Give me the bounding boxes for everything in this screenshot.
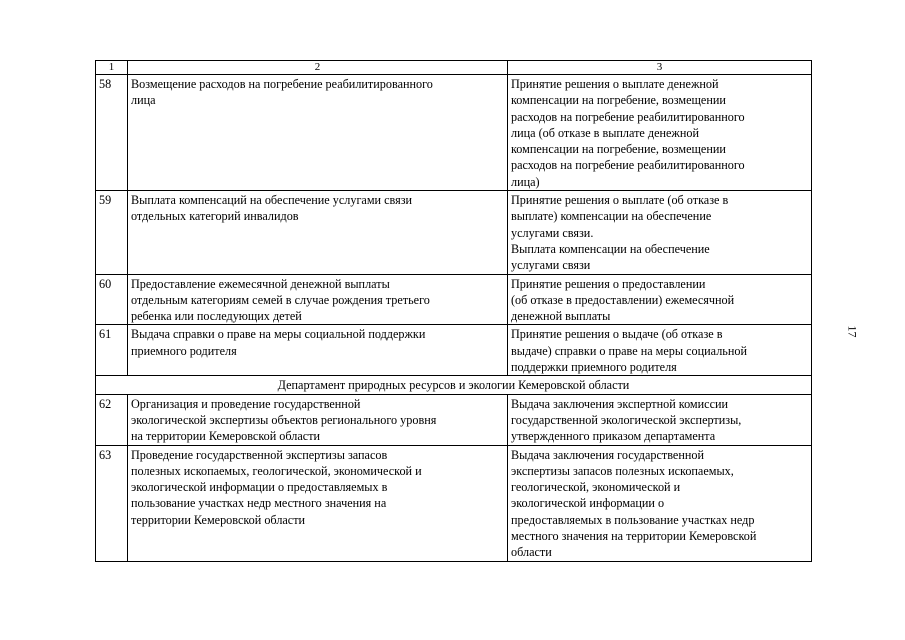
- service-result: Принятие решения о выплате денежной компенсации на погребение, возмещении расходов на погребение реабилитированного лица (об отказе в выплате денежной компенсации на погребение, возмещении расходов на погребение реабилитированного лица): [508, 75, 812, 191]
- service-name: Предоставление ежемесячной денежной выплаты отдельным категориям семей в случае рождения третьего ребенка или последующих детей: [128, 274, 508, 325]
- table-row: [96, 445, 812, 561]
- row-number: 60: [96, 274, 128, 325]
- row-number: 63: [96, 445, 128, 561]
- service-result: Принятие решения о предоставлении (об отказе в предоставлении) ежемесячной денежной выплаты: [508, 274, 812, 325]
- header-col-3: 3: [508, 61, 812, 75]
- service-name: Возмещение расходов на погребение реабилитированного лица: [128, 75, 508, 191]
- row-number: 58: [96, 75, 128, 191]
- row-number: 62: [96, 394, 128, 445]
- department-row: [96, 376, 812, 394]
- table-row: [96, 325, 812, 376]
- service-name: Проведение государственной экспертизы запасов полезных ископаемых, геологической, экономической и экологической информации о предоставляемых в пользование участках недр местного значения на территории Кемеровской области: [128, 445, 508, 561]
- service-result: Выдача заключения экспертной комиссии государственной экологической экспертизы, утвержденного приказом департамента: [508, 394, 812, 445]
- services-table: [95, 60, 812, 562]
- department-heading: Департамент природных ресурсов и экологии Кемеровской области: [96, 376, 812, 394]
- row-number: 59: [96, 191, 128, 274]
- service-name: Выплата компенсаций на обеспечение услугами связи отдельных категорий инвалидов: [128, 191, 508, 274]
- service-result: Принятие решения о выдаче (об отказе в выдаче) справки о праве на меры социальной поддержки приемного родителя: [508, 325, 812, 376]
- table-row: [96, 274, 812, 325]
- service-name: Выдача справки о праве на меры социальной поддержки приемного родителя: [128, 325, 508, 376]
- table-row: [96, 394, 812, 445]
- row-number: 61: [96, 325, 128, 376]
- table-row: [96, 191, 812, 274]
- service-name: Организация и проведение государственной экологической экспертизы объектов регионального уровня на территории Кемеровской области: [128, 394, 508, 445]
- header-col-1: 1: [96, 61, 128, 75]
- header-row: [96, 61, 812, 75]
- service-result: Принятие решения о выплате (об отказе в выплате) компенсации на обеспечение услугами связи. Выплата компенсации на обеспечение услугами связи: [508, 191, 812, 274]
- service-result: Выдача заключения государственной экспертизы запасов полезных ископаемых, геологической, экономической и экологической информации о предоставляемых в пользование участках недр местного значения на территории Кемеровской области: [508, 445, 812, 561]
- page-number: 17: [845, 325, 860, 338]
- header-col-2: 2: [128, 61, 508, 75]
- table-row: [96, 75, 812, 191]
